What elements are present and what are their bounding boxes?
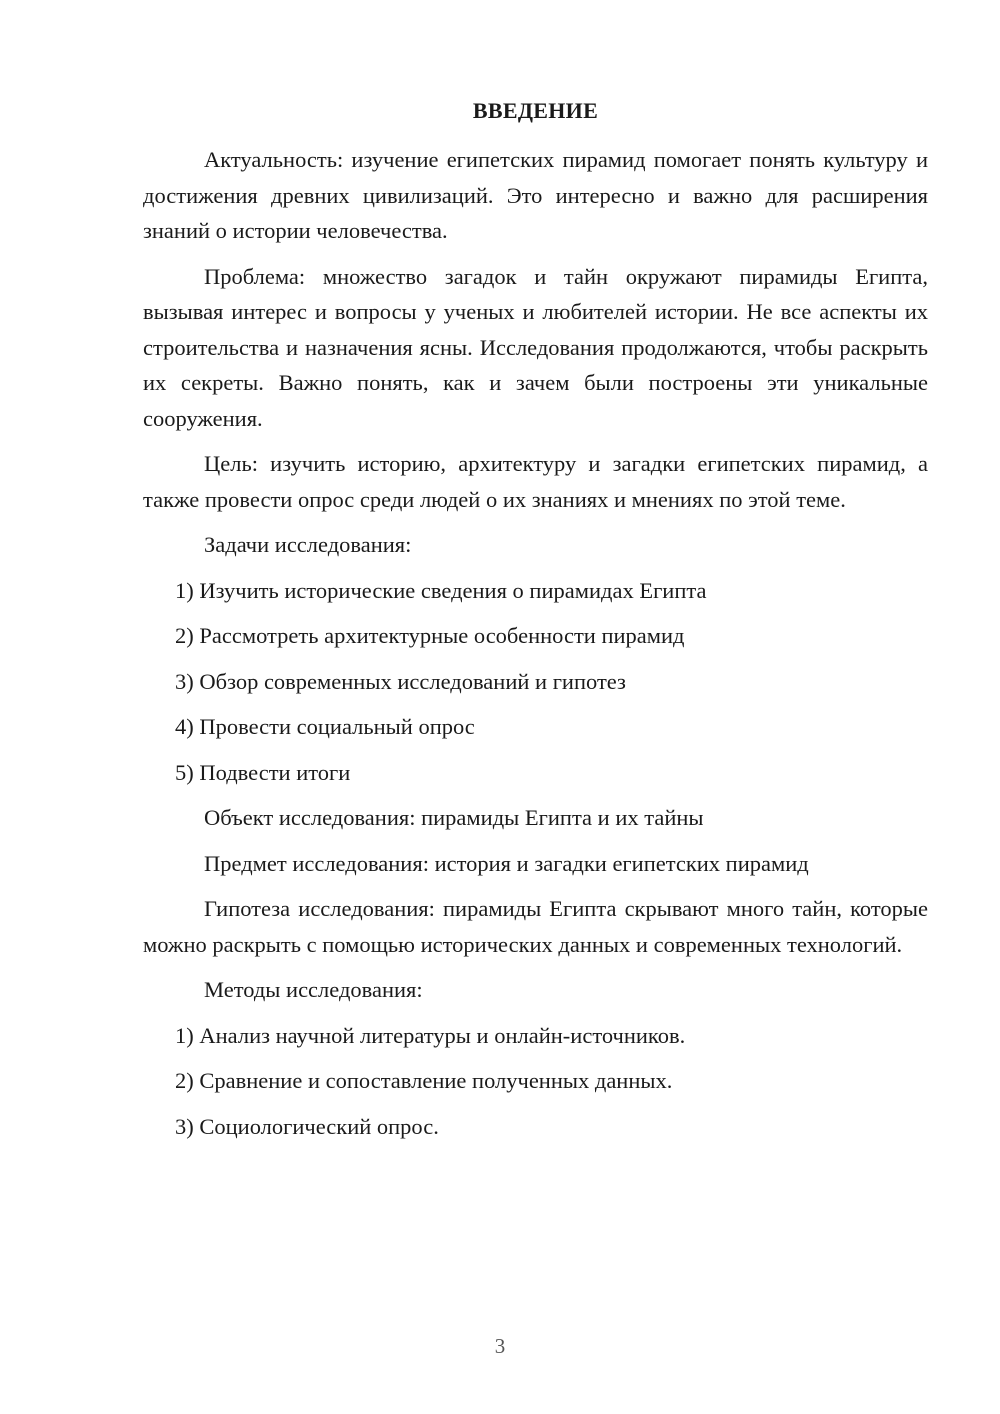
task-item: 5) Подвести итоги [175, 759, 351, 785]
subject-paragraph: Предмет исследования: история и загадки египетских пирамид [204, 850, 809, 876]
methods-heading: Методы исследования: [204, 977, 423, 1002]
page-number: 3 [494, 1334, 506, 1358]
method-item: 1) Анализ научной литературы и онлайн-источников. [175, 1022, 686, 1048]
task-item: 3) Обзор современных исследований и гипотез [175, 668, 626, 694]
relevance-paragraph: Актуальность: изучение египетских пирамид помогает понять культуру и достижения древних цивилизаций. Это интересно и важно для расширения знаний о истории человечества. [143, 147, 928, 243]
problem-paragraph: Проблема: множество загадок и тайн окружают пирамиды Египта, вызывая интерес и вопросы у ученых и любителей истории. Не все аспекты их строительства и назначения ясны. Исследования продолжаются, чтобы раскрыть их секреты. Важно понять, как и зачем были построены эти уникальные сооружения. [143, 263, 928, 431]
object-paragraph: Объект исследования: пирамиды Египта и их тайны [204, 805, 704, 830]
document-body [143, 142, 928, 1154]
section-heading: ВВЕДЕНИЕ [472, 98, 599, 123]
task-item: 2) Рассмотреть архитектурные особенности пирамид [175, 623, 685, 648]
hypothesis-paragraph: Гипотеза исследования: пирамиды Египта скрывают много тайн, которые можно раскрыть с помощью исторических данных и современных технологий. [143, 896, 928, 957]
task-item: 1) Изучить исторические сведения о пирамидах Египта [175, 577, 707, 603]
tasks-heading: Задачи исследования: [204, 532, 412, 557]
document-page [143, 0, 928, 1414]
goal-paragraph: Цель: изучить историю, архитектуру и загадки египетских пирамид, а также провести опрос среди людей о их знаниях и мнениях по этой теме. [143, 451, 928, 512]
method-item: 3) Социологический опрос. [175, 1113, 439, 1139]
task-item: 4) Провести социальный опрос [175, 714, 475, 739]
method-item: 2) Сравнение и сопоставление полученных данных. [175, 1068, 673, 1093]
